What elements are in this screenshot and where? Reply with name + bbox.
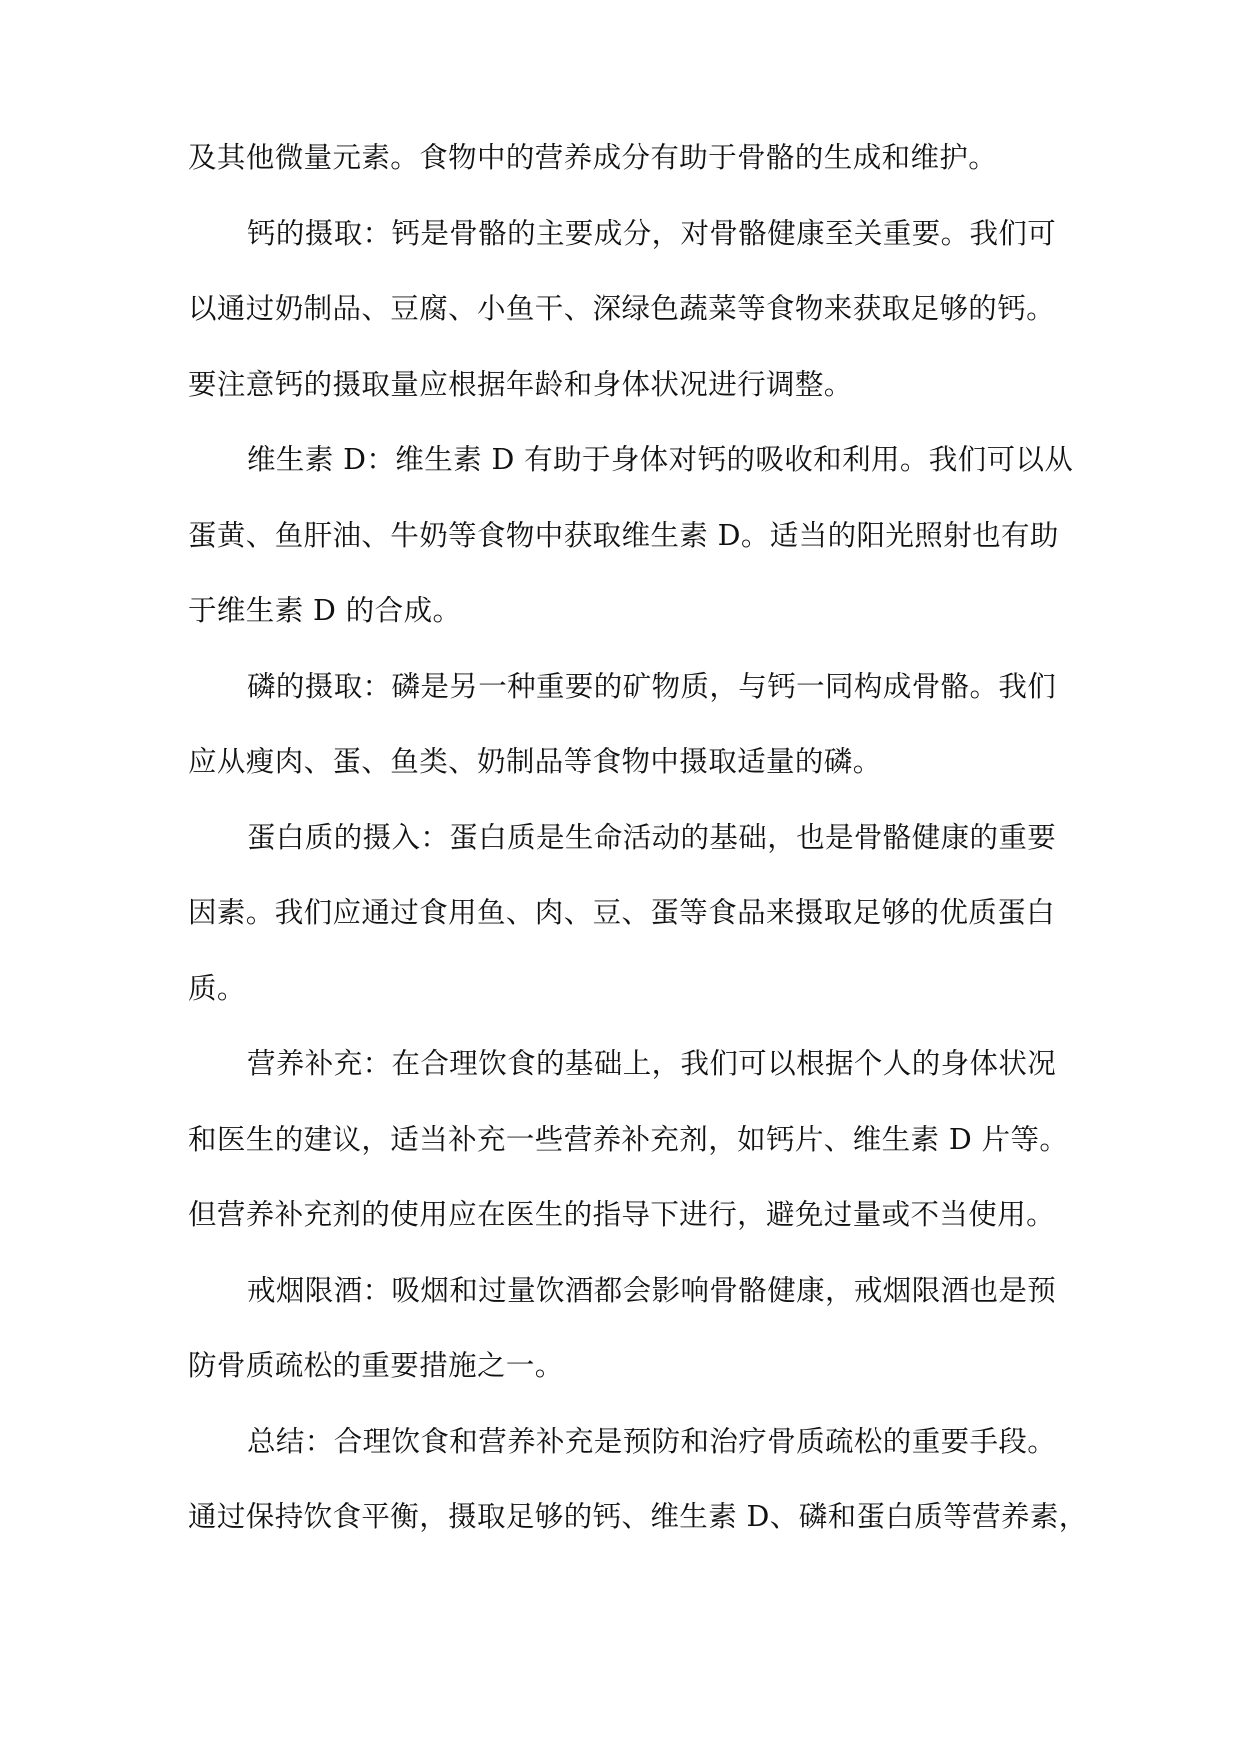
paragraph-summary: [188, 1404, 1088, 1555]
text-line: 钙的摄取：钙是骨骼的主要成分，对骨骼健康至关重要。我们可: [247, 216, 1057, 250]
text-line: 和医生的建议，适当补充一些营养补充剂，如钙片、维生素 D 片等。: [188, 1122, 1069, 1156]
paragraph-vitamin-d: [188, 422, 1074, 649]
text-line: 但营养补充剂的使用应在医生的指导下进行，避免过量或不当使用。: [188, 1198, 1056, 1231]
text-line: 营养补充：在合理饮食的基础上，我们可以根据个人的身体状况: [247, 1047, 1057, 1080]
text-line: 磷的摄取：磷是另一种重要的矿物质，与钙一同构成骨骼。我们: [247, 669, 1057, 703]
text-line: 以通过奶制品、豆腐、小鱼干、深绿色蔬菜等食物来获取足够的钙。: [188, 292, 1056, 325]
text-line: 维生素 D：维生素 D 有助于身体对钙的吸收和利用。我们可以从: [247, 443, 1074, 476]
paragraph-supplements: [188, 1026, 1068, 1253]
text-line: 通过保持饮食平衡，摄取足够的钙、维生素 D、磷和蛋白质等营养素，: [188, 1500, 1088, 1533]
text-line: 总结：合理饮食和营养补充是预防和治疗骨质疏松的重要手段。: [247, 1424, 1057, 1458]
text-line: 要注意钙的摄取量应根据年龄和身体状况进行调整。: [188, 367, 853, 401]
document-body: [188, 120, 1088, 1555]
paragraph-smoking-alcohol: [188, 1253, 1068, 1404]
text-line: 戒烟限酒：吸烟和过量饮酒都会影响骨骼健康，戒烟限酒也是预: [247, 1273, 1057, 1307]
text-line: 于维生素 D 的合成。: [188, 594, 462, 627]
paragraph-protein: [188, 800, 1068, 1027]
text-line: 蛋黄、鱼肝油、牛奶等食物中获取维生素 D。适当的阳光照射也有助: [188, 518, 1059, 552]
text-line: 防骨质疏松的重要措施之一。: [188, 1349, 564, 1382]
text-line: 质。: [188, 971, 246, 1005]
text-line: 因素。我们应通过食用鱼、肉、豆、蛋等食品来摄取足够的优质蛋白: [188, 896, 1056, 929]
paragraph-phosphorus: [188, 649, 1068, 800]
text-line: 及其他微量元素。食物中的营养成分有助于骨骼的生成和维护。: [188, 141, 998, 174]
paragraph-continuation: [188, 120, 1068, 196]
text-line: 蛋白质的摄入：蛋白质是生命活动的基础，也是骨骼健康的重要: [247, 820, 1057, 854]
text-line: 应从瘦肉、蛋、鱼类、奶制品等食物中摄取适量的磷。: [188, 745, 882, 778]
paragraph-calcium: [188, 196, 1068, 423]
